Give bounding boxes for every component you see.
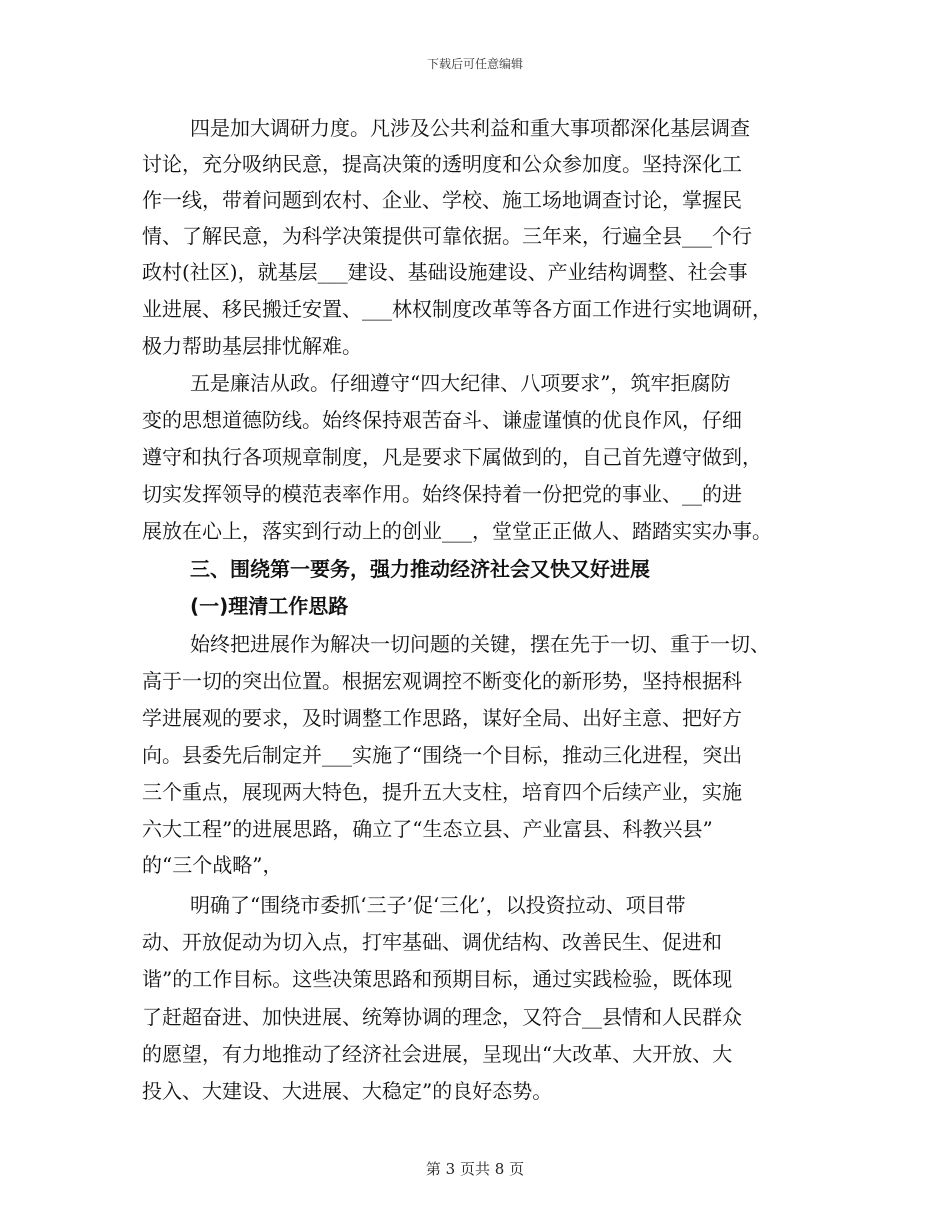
paragraph-line: 遵守和执行各项规章制度，凡是要求下属做到的，自己首先遵守做到，	[142, 445, 762, 469]
paragraph-line: 了赶超奋进、加快进展、统筹协调的理念，又符合__县情和人民群众	[142, 1005, 742, 1029]
paragraph-line: 的愿望，有力地推动了经济社会进展，呈现出“大改革、大开放、大	[142, 1042, 733, 1066]
paragraph-line: 高于一切的突出位置。根据宏观调控不断变化的新形势，坚持根据科	[142, 669, 742, 693]
paragraph-line: 作一线，带着问题到农村、企业、学校、施工场地调查讨论，掌握民	[142, 188, 742, 212]
subsection-heading: (一)理清工作思路	[190, 594, 349, 618]
paragraph-line: 明确了“围绕市委抓‘三子’促‘三化’，以投资拉动、项目带	[190, 893, 686, 917]
paragraph-line: 投入、大建设、大进展、大稳定”的良好态势。	[142, 1079, 553, 1103]
page-header: 下载后可任意编辑	[426, 57, 523, 71]
paragraph-line: 政村(社区)，就基层___建设、基础设施建设、产业结构调整、社会事	[142, 260, 748, 284]
paragraph-line: 向。县委先后制定并___实施了“围绕一个目标，推动三化进程，突出	[142, 743, 743, 767]
paragraph-line: 业进展、移民搬迁安置、___林权制度改革等各方面工作进行实地调研，	[142, 297, 772, 321]
paragraph-line: 情、了解民意，为科学决策提供可靠依据。三年来，行遍全县___个行	[142, 224, 752, 248]
paragraph-line: 讨论，充分吸纳民意，提高决策的透明度和公众参加度。坚持深化工	[142, 152, 742, 176]
paragraph-line: 的“三个战略”，	[142, 853, 283, 877]
page-footer: 第 3 页共 8 页	[425, 1160, 525, 1178]
paragraph-line: 极力帮助基层排忧解难。	[142, 334, 362, 358]
section-heading: 三、围绕第一要务，强力推动经济社会又快又好进展	[190, 557, 650, 581]
paragraph-line: 三个重点，展现两大特色，提升五大支柱，培育四个后续产业，实施	[142, 780, 742, 804]
paragraph-line: 四是加大调研力度。凡涉及公共利益和重大事项都深化基层调查	[190, 116, 750, 140]
paragraph-line: 始终把进展作为解决一切问题的关键，摆在先于一切、重于一切、	[190, 632, 770, 656]
paragraph-line: 学进展观的要求，及时调整工作思路，谋好全局、出好主意、把好方	[142, 706, 742, 730]
paragraph-line: 变的思想道德防线。始终保持艰苦奋斗、谦虚谨慎的优良作风，仔细	[142, 408, 742, 432]
paragraph-line: 五是廉洁从政。仔细遵守“四大纪律、八项要求”，筑牢拒腐防	[190, 371, 731, 395]
paragraph-line: 切实发挥领导的模范表率作用。始终保持着一份把党的事业、__的进	[142, 482, 742, 506]
paragraph-line: 谐”的工作目标。这些决策思路和预期目标，通过实践检验，既体现	[142, 967, 733, 991]
paragraph-line: 展放在心上，落实到行动上的创业___，堂堂正正做人、踏踏实实办事。	[142, 519, 772, 543]
paragraph-line: 六大工程”的进展思路，确立了“生态立县、产业富县、科教兴县”	[142, 817, 713, 841]
paragraph-line: 动、开放促动为切入点，打牢基础、调优结构、改善民生、促进和	[142, 930, 722, 954]
